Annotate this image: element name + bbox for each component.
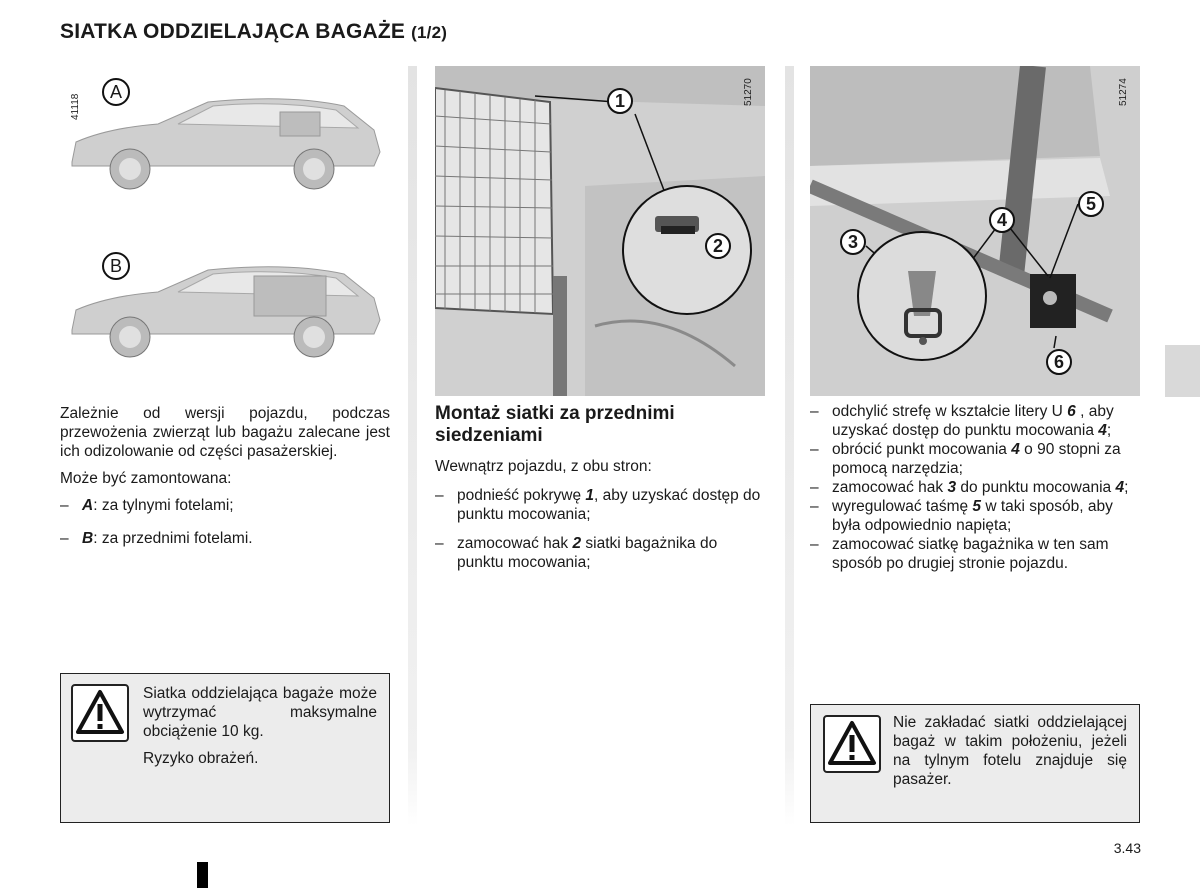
callout-1: 1 — [607, 88, 633, 114]
warning-icon — [71, 684, 129, 742]
callout-2: 2 — [705, 233, 731, 259]
car-a-illustration — [68, 94, 384, 194]
callout-5: 5 — [1078, 191, 1104, 217]
figure-number: 41118 — [70, 93, 81, 120]
list-item: – A: za tylnymi fotelami; — [60, 496, 390, 515]
section-intro: Wewnątrz pojazdu, z obu stron: — [435, 458, 652, 475]
intro-paragraph: Zależnie od wersji pojazdu, podczas przewożenia zwierząt lub bagażu zalecane jest ich odizolowanie od części pasażerskiej. — [60, 405, 390, 460]
steps-list — [810, 402, 1140, 573]
fit-options-intro: Może być zamontowana: — [60, 470, 232, 487]
column-separator — [785, 66, 794, 826]
warning-box — [810, 704, 1140, 823]
page-title-text: SIATKA ODDZIELAJĄCA BAGAŻE — [60, 20, 406, 43]
figure-number: 51270 — [743, 78, 754, 106]
fit-options-list — [60, 496, 390, 548]
figure-front-net — [435, 66, 765, 396]
left-text — [60, 404, 390, 554]
list-item: – zamocować hak 3 do punktu mocowania 4; — [810, 478, 1140, 497]
middle-text — [435, 403, 765, 578]
callout-6: 6 — [1046, 349, 1072, 375]
label-a: A — [102, 78, 130, 106]
column-separator — [408, 66, 417, 826]
warning-icon — [823, 715, 881, 773]
list-item: – podnieść pokrywę 1, aby uzyskać dostęp do punktu mocowania; — [435, 486, 765, 524]
warning-line: Siatka oddzielająca bagaże może wytrzymać maksymalne obciążenie 10 kg. — [143, 685, 377, 740]
warning-text — [143, 684, 377, 776]
page-title — [60, 20, 447, 44]
warning-line: Ryzyko obrażeń. — [143, 750, 259, 767]
net-illustration — [435, 66, 765, 396]
car-b-illustration — [68, 262, 384, 362]
list-item: – B: za przednimi fotelami. — [60, 529, 390, 548]
list-item: – odchylić strefę w kształcie litery U 6 , aby uzyskać dostęp do punktu mocowania 4; — [810, 402, 1140, 440]
car-illustrations — [60, 66, 390, 386]
label-b: B — [102, 252, 130, 280]
right-text — [810, 402, 1140, 573]
list-item: – obrócić punkt mocowania 4 o 90 stopni za pomocą narzędzia; — [810, 440, 1140, 478]
callout-3: 3 — [840, 229, 866, 255]
figure-anchor-point — [810, 66, 1140, 396]
section-title: Montaż siatki za przednimi siedzeniami — [435, 403, 675, 446]
warning-box — [60, 673, 390, 823]
chapter-tab — [1165, 345, 1200, 397]
warning-text: Nie zakładać siatki oddzielającej bagaż w takim położeniu, jeżeli na tylnym fotelu znajduje się pasażer. — [893, 714, 1127, 788]
callout-4: 4 — [989, 207, 1015, 233]
page-part: (1/2) — [411, 23, 448, 42]
list-item: – wyregulować taśmę 5 w taki sposób, aby była odpowiednio napięta; — [810, 497, 1140, 535]
figure-number: 51274 — [1118, 78, 1129, 106]
list-item: – zamocować siatkę bagażnika w ten sam sposób po drugiej stronie pojazdu. — [810, 535, 1140, 573]
bottom-mark — [197, 862, 208, 888]
steps-list — [435, 486, 765, 572]
list-item: – zamocować hak 2 siatki bagażnika do punktu mocowania; — [435, 534, 765, 572]
page-number: 3.43 — [1113, 840, 1141, 856]
